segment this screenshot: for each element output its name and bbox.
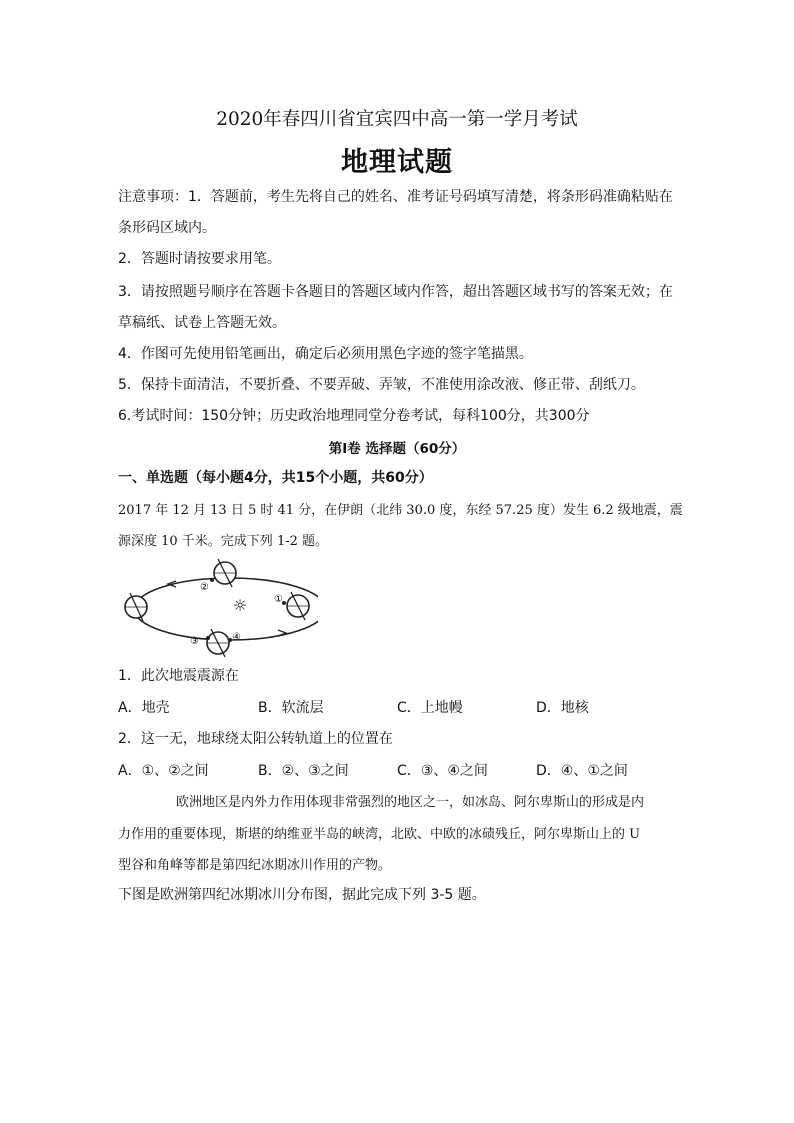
notice-line-6: 6.考试时间：150分钟；历史政治地理同堂分卷考试，每科100分，共300分 [118, 408, 590, 424]
question-1-option-d[interactable]: D．地核 [536, 700, 589, 716]
passage2-line-2: 力作用的重要体现，斯堪的纳维亚半岛的峡湾，北欧、中欧的冰碛残丘，阿尔卑斯山上的 U [118, 827, 641, 842]
earth-left-icon [125, 593, 147, 621]
question-2-option-c[interactable]: C．③、④之间 [397, 763, 488, 779]
notice-line-1a: 注意事项：1．答题前，考生先将自己的姓名、准考证号码填写清楚，将条形码准确粘贴在 [118, 189, 673, 205]
passage1-line-1: 2017 年 12 月 13 日 5 时 41 分，在伊朗（北纬 30.0 度，东经 57.25 度）发生 6.2 级地震，震 [118, 503, 683, 518]
question-1-option-a[interactable]: A．地壳 [118, 700, 170, 716]
notice-line-5: 5．保持卡面清洁，不要折叠、不要弄破、弄皱，不准使用涂改液、修正带、刮纸刀。 [118, 377, 645, 393]
position-label-3: ③ [190, 636, 199, 647]
notice-line-3a: 3．请按照题号顺序在答题卡各题目的答题区域内作答，超出答题区域书写的答案无效；在 [118, 284, 673, 300]
earth-bottom-icon [207, 629, 229, 657]
passage1-line-2: 源深度 10 千米。完成下列 1-2 题。 [118, 534, 329, 549]
subject-title: 地理试题 [341, 147, 453, 178]
notice-line-3b: 草稿纸、试卷上答题无效。 [118, 315, 286, 331]
earth-top-icon [214, 559, 236, 587]
question-2-option-d[interactable]: D．④、①之间 [536, 763, 628, 779]
notice-line-2: 2．答题时请按要求用笔。 [118, 251, 281, 267]
question-2-option-b[interactable]: B．②、③之间 [258, 763, 349, 779]
passage2-line-3: 型谷和角峰等都是第四纪冰期冰川作用的产物。 [118, 858, 392, 873]
sun-icon: ☼ [232, 596, 248, 615]
part-heading: 一、单选题（每小题4分，共15个小题，共60分） [118, 470, 433, 486]
earth-right-icon [287, 592, 309, 620]
notice-line-1b: 条形码区域内。 [118, 220, 216, 236]
position-label-2: ② [200, 582, 209, 593]
notice-line-4: 4．作图可先使用铅笔画出，确定后必须用黑色字迹的签字笔描黑。 [118, 346, 533, 362]
position-label-4: ④ [232, 632, 241, 643]
question-1-option-b[interactable]: B．软流层 [258, 700, 324, 716]
orbit-diagram [118, 556, 318, 662]
question-2-option-a[interactable]: A．①、②之间 [118, 763, 209, 779]
question-1-option-c[interactable]: C．上地幔 [397, 700, 463, 716]
earth-orbit-figure [118, 556, 318, 662]
passage2-line-4: 下图是欧洲第四纪冰期冰川分布图，据此完成下列 3-5 题。 [118, 887, 486, 903]
position-label-1: ① [274, 594, 283, 605]
passage2-line-1: 欧洲地区是内外力作用体现非常强烈的地区之一，如冰岛、阿尔卑斯山的形成是内 [176, 795, 645, 810]
exam-title: 2020年春四川省宜宾四中高一第一学月考试 [216, 109, 578, 130]
question-2-stem: 2．这一无，地球绕太阳公转轨道上的位置在 [118, 731, 393, 747]
question-1-stem: 1．此次地震震源在 [118, 668, 239, 684]
section-title: 第Ⅰ卷 选择题（60分） [328, 441, 466, 457]
